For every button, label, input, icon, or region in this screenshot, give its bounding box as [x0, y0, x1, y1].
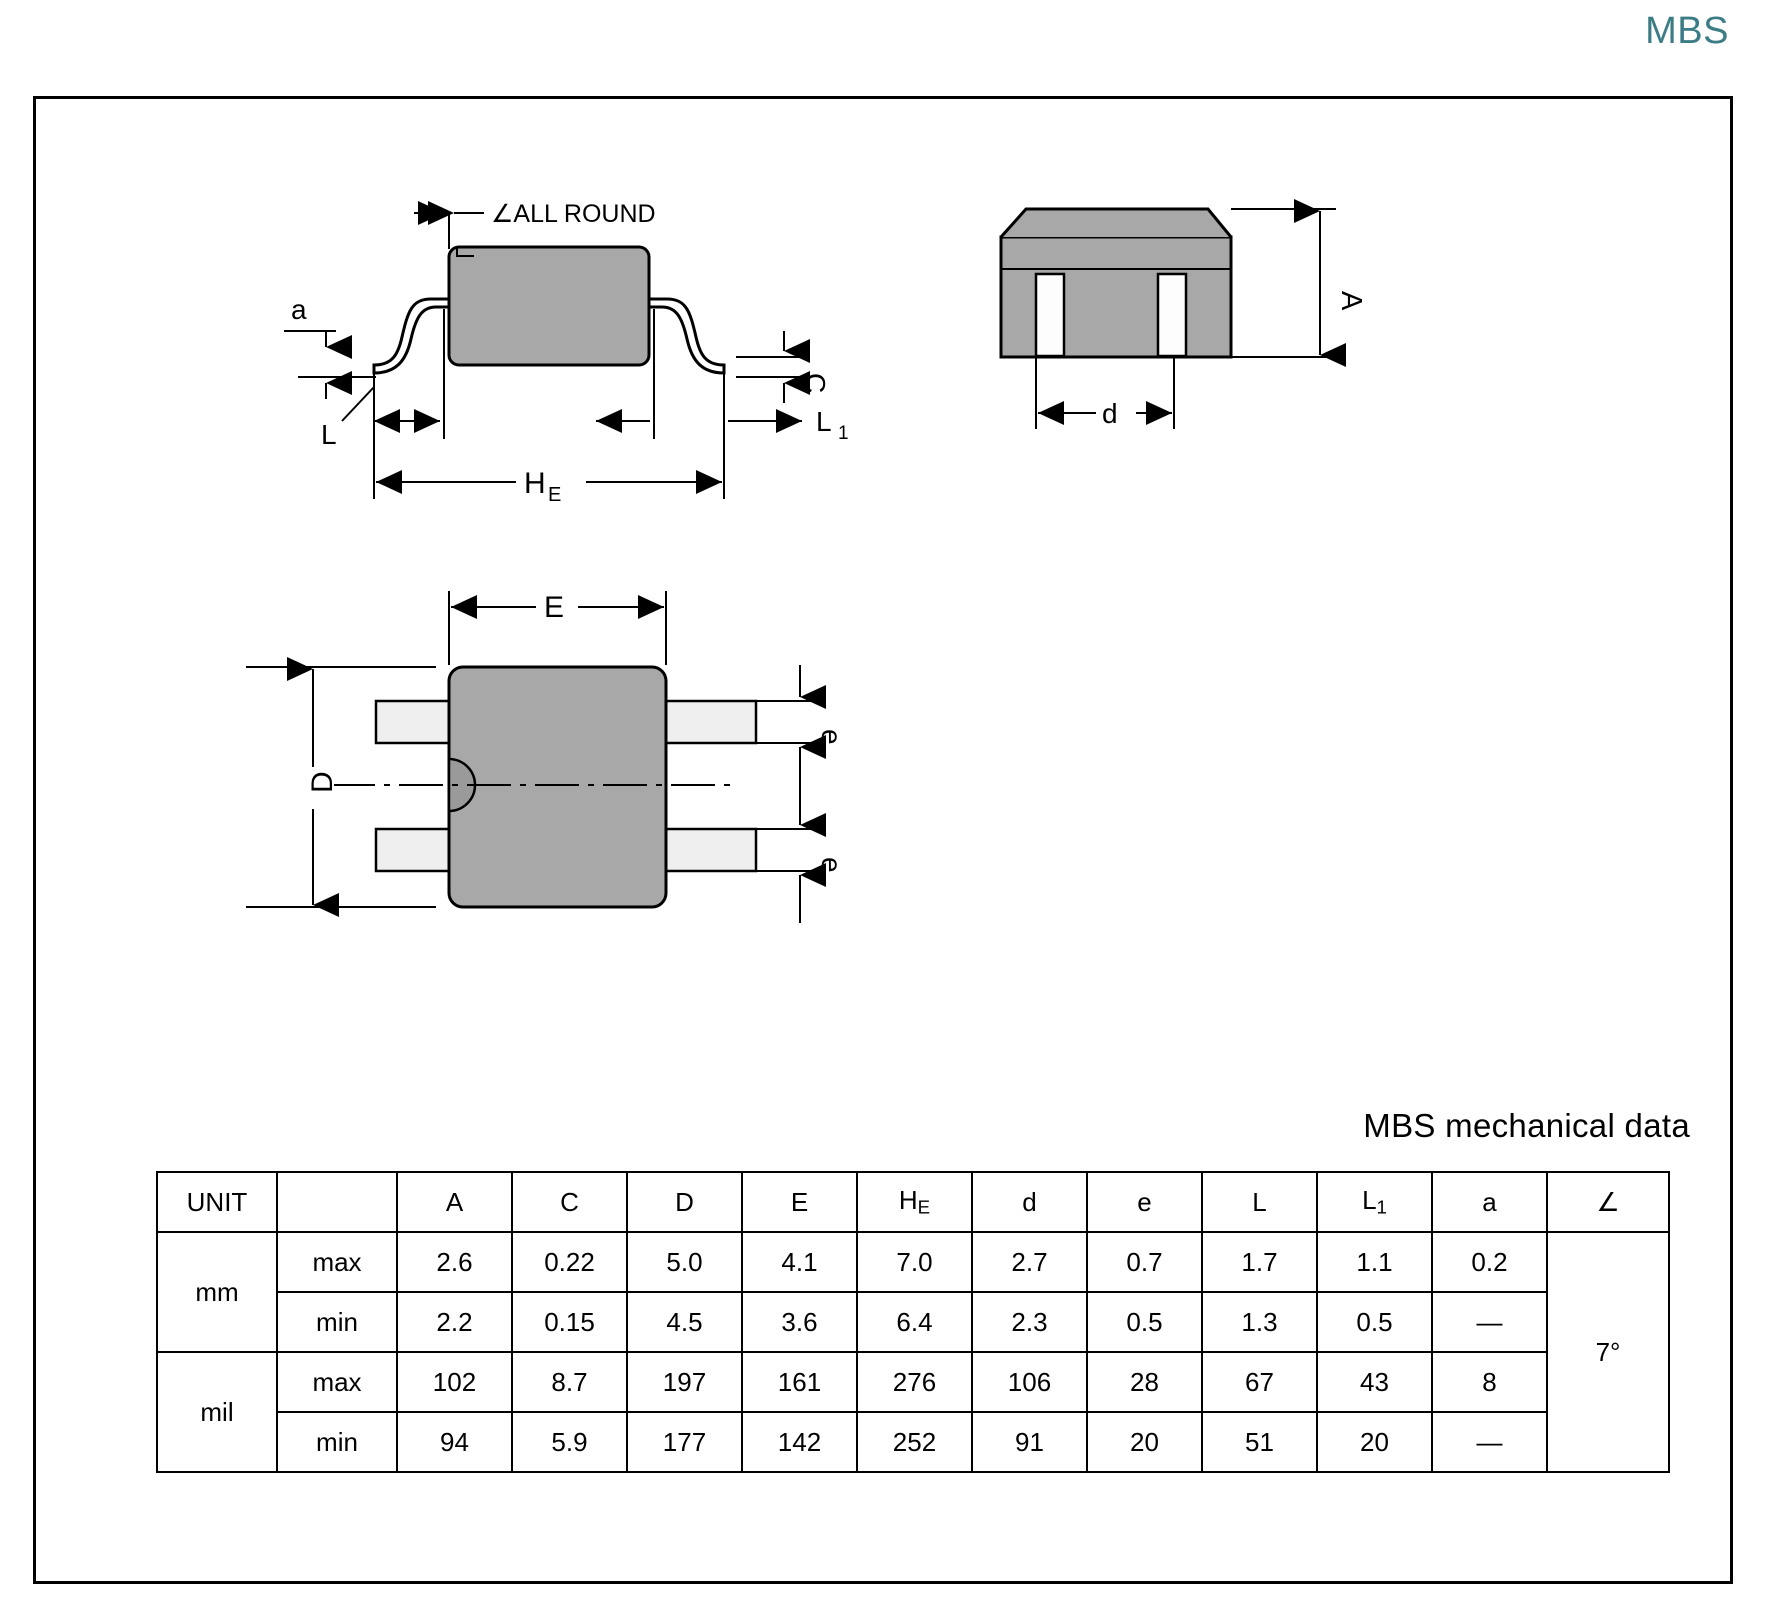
cell: 5.9 [512, 1412, 627, 1472]
row-kind-mm-max: max [277, 1232, 397, 1292]
cell: 91 [972, 1412, 1087, 1472]
unit-mil: mil [157, 1352, 277, 1472]
svg-text:e: e [816, 857, 847, 873]
header-L1-main: L [1362, 1185, 1377, 1216]
header-C: C [512, 1172, 627, 1232]
cell: 0.22 [512, 1232, 627, 1292]
cell: 7.0 [857, 1232, 972, 1292]
svg-text:H: H [524, 467, 546, 500]
svg-text:L: L [321, 419, 337, 450]
cell: 0.2 [1432, 1232, 1547, 1292]
cell: 67 [1202, 1352, 1317, 1412]
header-L1-sub: 1 [1376, 1196, 1387, 1218]
svg-text:C: C [800, 373, 831, 394]
cell: 51 [1202, 1412, 1317, 1472]
header-D: D [627, 1172, 742, 1232]
cell: 1.1 [1317, 1232, 1432, 1292]
mechanical-data-caption: MBS mechanical data [1363, 1107, 1690, 1144]
table-row [157, 1412, 1669, 1472]
svg-text:E: E [548, 484, 562, 506]
header-A: A [397, 1172, 512, 1232]
cell: 276 [857, 1352, 972, 1412]
header-E: E [742, 1172, 857, 1232]
cell: 94 [397, 1412, 512, 1472]
row-kind-mil-max: max [277, 1352, 397, 1412]
cell: 252 [857, 1412, 972, 1472]
cell: 161 [742, 1352, 857, 1412]
svg-text:∠ALL ROUND: ∠ALL ROUND [491, 200, 656, 228]
cell: 197 [627, 1352, 742, 1412]
cell: 142 [742, 1412, 857, 1472]
svg-text:E: E [544, 591, 565, 624]
header-L: L [1202, 1172, 1317, 1232]
cell: 8.7 [512, 1352, 627, 1412]
header-angle: ∠ [1547, 1172, 1669, 1232]
cell: 43 [1317, 1352, 1432, 1412]
drawing-frame [33, 96, 1733, 1584]
cell: 5.0 [627, 1232, 742, 1292]
cell: 0.5 [1317, 1292, 1432, 1352]
cell: 20 [1087, 1412, 1202, 1472]
unit-mm: mm [157, 1232, 277, 1352]
svg-text:L: L [816, 406, 832, 437]
cell: 2.7 [972, 1232, 1087, 1292]
cell: 6.4 [857, 1292, 972, 1352]
header-d: d [972, 1172, 1087, 1232]
cell: — [1432, 1412, 1547, 1472]
header-unit: UNIT [157, 1172, 277, 1232]
cell: 4.1 [742, 1232, 857, 1292]
row-kind-mm-min: min [277, 1292, 397, 1352]
cell: 2.3 [972, 1292, 1087, 1352]
cell: 8 [1432, 1352, 1547, 1412]
svg-text:d: d [1102, 398, 1118, 429]
table-row [157, 1292, 1669, 1352]
cell: 4.5 [627, 1292, 742, 1352]
row-kind-mil-min: min [277, 1412, 397, 1472]
cell: 102 [397, 1352, 512, 1412]
cell: 0.7 [1087, 1232, 1202, 1292]
mechanical-data-table [156, 1171, 1670, 1473]
cell: 20 [1317, 1412, 1432, 1472]
header-L1 [1317, 1172, 1432, 1232]
cell: 1.7 [1202, 1232, 1317, 1292]
cell: 177 [627, 1412, 742, 1472]
angle-cell: 7° [1547, 1232, 1669, 1472]
header-blank [277, 1172, 397, 1232]
cell: 28 [1087, 1352, 1202, 1412]
header-HE [857, 1172, 972, 1232]
table-header-row [157, 1172, 1669, 1232]
page-title: MBS [1645, 10, 1729, 52]
svg-text:D: D [306, 771, 339, 793]
svg-text:e: e [816, 729, 847, 745]
cell: 106 [972, 1352, 1087, 1412]
cell: 1.3 [1202, 1292, 1317, 1352]
cell: 2.6 [397, 1232, 512, 1292]
table-row [157, 1352, 1669, 1412]
cell: 0.5 [1087, 1292, 1202, 1352]
header-HE-main: H [898, 1185, 918, 1216]
cell: 2.2 [397, 1292, 512, 1352]
header-HE-sub: E [917, 1196, 931, 1218]
cell: 0.15 [512, 1292, 627, 1352]
svg-text:A: A [1335, 291, 1367, 311]
svg-text:1: 1 [838, 423, 849, 444]
cell: — [1432, 1292, 1547, 1352]
svg-text:a: a [291, 294, 307, 325]
table-row [157, 1232, 1669, 1292]
header-e: e [1087, 1172, 1202, 1232]
header-a: a [1432, 1172, 1547, 1232]
cell: 3.6 [742, 1292, 857, 1352]
